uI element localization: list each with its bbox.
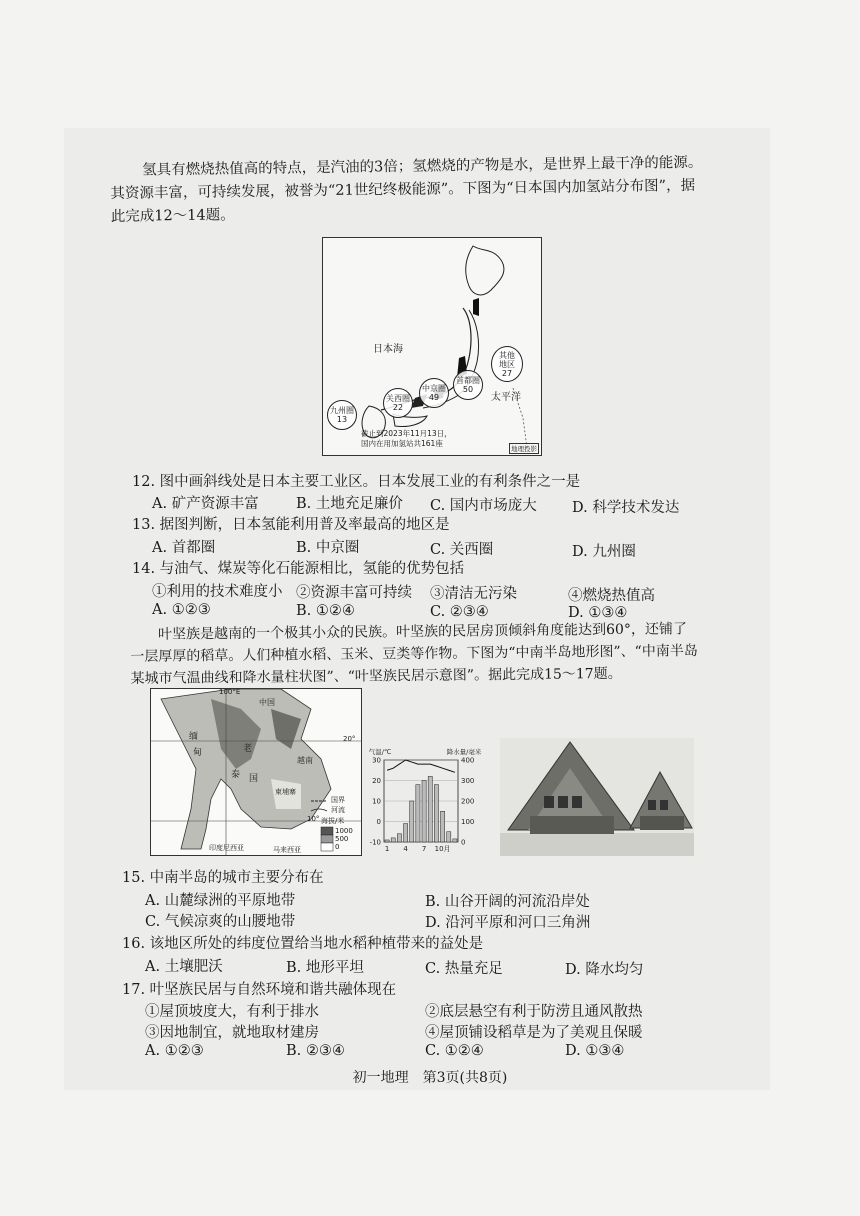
intro-line-2: 其资源丰富，可持续发展，被誉为“21世纪终极能源”。下图为“日本国内加氢站分布图”，据 bbox=[110, 177, 696, 202]
intro-line-3: 此完成12～14题。 bbox=[110, 207, 235, 225]
y-right-tick-label: 200 bbox=[461, 797, 475, 806]
precip-bar bbox=[404, 824, 408, 842]
q14-option-c: C. ②③④ bbox=[430, 604, 489, 620]
q16-option-c: C. 热量充足 bbox=[425, 961, 503, 977]
precip-bar bbox=[453, 839, 457, 842]
lat-20-label: 20° bbox=[343, 735, 356, 743]
shutoken-circle bbox=[453, 370, 483, 400]
y-left-axis-label: 气温/℃ bbox=[368, 748, 392, 756]
q13-option-d: D. 九州圈 bbox=[572, 544, 636, 560]
intro2-line-1: 叶坚族是越南的一个极其小众的民族。叶坚族的民居房顶倾斜角度能达到60°，还铺了 bbox=[158, 621, 687, 643]
q12-option-d: D. 科学技术发达 bbox=[572, 500, 680, 516]
precip-bar bbox=[428, 776, 432, 842]
thailand-label-1: 泰 bbox=[231, 770, 241, 780]
thailand-label-2: 国 bbox=[249, 774, 259, 784]
cambodia-label: 柬埔寨 bbox=[275, 788, 296, 796]
legend-altitude-label: 海拔/米 bbox=[321, 817, 345, 825]
intro2-line-2: 一层厚厚的稻草。人们种植水稻、玉米、豆类等作物。下图为“中南半岛地形图”、“中南半岛 bbox=[130, 643, 698, 665]
q17-option-c: C. ①②④ bbox=[425, 1043, 484, 1059]
intro2-line-3: 某城市气温曲线和降水量柱状图”、“叶坚族民居示意图”。据此完成15～17题。 bbox=[130, 665, 622, 687]
climate-chart bbox=[362, 744, 492, 862]
y-right-tick-label: 400 bbox=[461, 756, 475, 765]
q16-option-d: D. 降水均匀 bbox=[565, 962, 644, 978]
q15-option-d: D. 沿河平原和河口三角洲 bbox=[425, 915, 591, 931]
q15-option-a: A. 山麓绿洲的平原地带 bbox=[145, 893, 296, 909]
alt-0-label: 0 bbox=[335, 843, 340, 851]
malaysia-label: 马来西亚 bbox=[273, 846, 301, 854]
q17-option-a: A. ①②③ bbox=[145, 1043, 204, 1059]
q15-stem: 15. 中南半岛的城市主要分布在 bbox=[122, 870, 324, 886]
q17-stem: 17. 叶坚族民居与自然环境和谐共融体现在 bbox=[122, 982, 397, 998]
q14-statement-4: ④燃烧热值高 bbox=[568, 588, 655, 604]
map-note-1: 截止到2023年11月13日， bbox=[361, 429, 452, 438]
x-tick-label: 1 bbox=[384, 845, 390, 853]
house-photo-graphic bbox=[500, 738, 694, 856]
kansai-count: 22 bbox=[392, 403, 404, 412]
y-right-axis-label: 降水量/毫米 bbox=[446, 748, 482, 756]
precip-bar bbox=[397, 834, 401, 842]
shutoken-label: 首都圈 bbox=[456, 376, 480, 385]
q12-option-b: B. 土地充足廉价 bbox=[296, 496, 403, 512]
y-left-tick-label: -10 bbox=[369, 838, 381, 847]
q14-option-a: A. ①②③ bbox=[152, 602, 211, 618]
map-note-2: 国内在用加氢站共161座 bbox=[361, 439, 443, 448]
q17-statement-2: ②底层悬空有利于防涝且通风散热 bbox=[425, 1004, 643, 1020]
map-stamp: 地理投影 bbox=[511, 445, 537, 453]
q14-statement-3: ③清洁无污染 bbox=[430, 586, 517, 602]
q17-option-b: B. ②③④ bbox=[286, 1043, 345, 1059]
q15-option-b: B. 山谷开阔的河流沿岸处 bbox=[425, 894, 590, 910]
precip-bar bbox=[447, 832, 451, 842]
indochina-terrain-map bbox=[150, 688, 362, 856]
precip-bar bbox=[422, 781, 426, 843]
q17-option-d: D. ①③④ bbox=[565, 1043, 625, 1059]
y-left-tick-label: 20 bbox=[372, 777, 381, 785]
y-left-tick-label: 0 bbox=[376, 818, 381, 826]
intro-paragraph bbox=[110, 151, 791, 229]
shutoken-count: 50 bbox=[462, 385, 474, 394]
y-left-tick-label: 30 bbox=[372, 756, 381, 765]
other-label-2: 地区 bbox=[499, 359, 515, 369]
precip-bar bbox=[434, 785, 438, 842]
q13-option-a: A. 首都圈 bbox=[152, 540, 216, 556]
q17-statement-4: ④屋顶铺设稻草是为了美观且保暖 bbox=[425, 1025, 643, 1041]
chukyo-circle bbox=[419, 378, 449, 408]
intro-line-1: 氢具有燃烧热值高的特点，是汽油的3倍；氢燃烧的产物是水，是世界上最干净的能源。 bbox=[142, 154, 703, 179]
x-tick-label: 10月 bbox=[434, 845, 451, 853]
alt-1000-label: 1000 bbox=[335, 827, 353, 835]
page-footer: 初一地理 第3页(共8页) bbox=[352, 1070, 508, 1086]
kyushu-count: 13 bbox=[336, 415, 348, 424]
q17-statement-3: ③因地制宜，就地取材建房 bbox=[145, 1025, 319, 1041]
q14-statement-1: ①利用的技术难度小 bbox=[152, 584, 283, 600]
y-right-tick-label: 100 bbox=[461, 818, 475, 826]
intro2-paragraph bbox=[130, 617, 771, 690]
q17-statement-1: ①屋顶坡度大，有利于排水 bbox=[145, 1004, 319, 1020]
precip-bar bbox=[385, 840, 389, 842]
laos-label: 老 bbox=[243, 744, 253, 754]
kyushu-circle bbox=[327, 400, 357, 430]
other-count: 27 bbox=[501, 368, 513, 378]
x-tick-label: 4 bbox=[403, 845, 408, 853]
chukyo-count: 49 bbox=[428, 393, 440, 402]
q13-stem: 13. 据图判断，日本氢能利用普及率最高的地区是 bbox=[132, 517, 450, 533]
q14-option-d: D. ①③④ bbox=[568, 605, 628, 621]
myanmar-label-1: 缅 bbox=[189, 732, 199, 742]
myanmar-label-2: 甸 bbox=[193, 748, 203, 758]
temperature-line bbox=[387, 760, 455, 772]
vietnam-label: 越南 bbox=[297, 756, 313, 765]
q15-option-c: C. 气候凉爽的山腰地带 bbox=[145, 914, 296, 930]
alt-500-label: 500 bbox=[335, 835, 349, 843]
precip-bar bbox=[391, 838, 395, 842]
lat-10-label: 10° bbox=[307, 815, 320, 823]
q12-option-a: A. 矿产资源丰富 bbox=[152, 496, 259, 512]
precip-bar bbox=[410, 801, 414, 842]
kansai-label: 关西圈 bbox=[386, 394, 410, 403]
q14-stem: 14. 与油气、煤炭等化石能源相比，氢能的优势包括 bbox=[132, 561, 465, 577]
climate-chart-svg bbox=[362, 744, 492, 862]
q12-option-c: C. 国内市场庞大 bbox=[430, 498, 537, 514]
china-label: 中国 bbox=[259, 698, 275, 707]
chukyo-label: 中京圈 bbox=[422, 384, 446, 393]
lon-100e-label: 100°E bbox=[219, 688, 241, 696]
precip-bar bbox=[416, 785, 420, 842]
indonesia-label: 印度尼西亚 bbox=[209, 844, 244, 852]
q12-stem: 12. 图中画斜线处是日本主要工业区。日本发展工业的有利条件之一是 bbox=[132, 474, 581, 490]
pacific-label: 太平洋 bbox=[491, 392, 521, 403]
japan-hydrogen-station-map bbox=[322, 237, 542, 456]
q14-option-b: B. ①②④ bbox=[296, 603, 355, 619]
q13-option-b: B. 中京圈 bbox=[296, 540, 360, 556]
y-left-tick-label: 10 bbox=[372, 797, 381, 806]
precip-bar bbox=[441, 811, 445, 842]
kyushu-label: 九州圈 bbox=[330, 406, 354, 415]
y-right-tick-label: 300 bbox=[461, 777, 475, 785]
y-right-tick-label: 0 bbox=[461, 838, 466, 847]
q16-option-a: A. 土壤肥沃 bbox=[145, 959, 223, 975]
other-region-circle bbox=[491, 346, 523, 382]
q13-option-c: C. 关西圈 bbox=[430, 542, 494, 558]
q16-stem: 16. 该地区所处的纬度位置给当地水稻种植带来的益处是 bbox=[122, 936, 484, 952]
kansai-circle bbox=[383, 388, 413, 418]
legend-border-label: 国界 bbox=[331, 796, 345, 804]
x-tick-label: 7 bbox=[421, 845, 427, 853]
other-label-1: 其他 bbox=[499, 350, 515, 360]
yejian-house-photo bbox=[500, 738, 694, 856]
q14-statement-2: ②资源丰富可持续 bbox=[296, 585, 412, 601]
q16-option-b: B. 地形平坦 bbox=[286, 960, 364, 976]
legend-river-label: 河流 bbox=[331, 806, 345, 814]
sea-of-japan-label: 日本海 bbox=[373, 344, 403, 355]
